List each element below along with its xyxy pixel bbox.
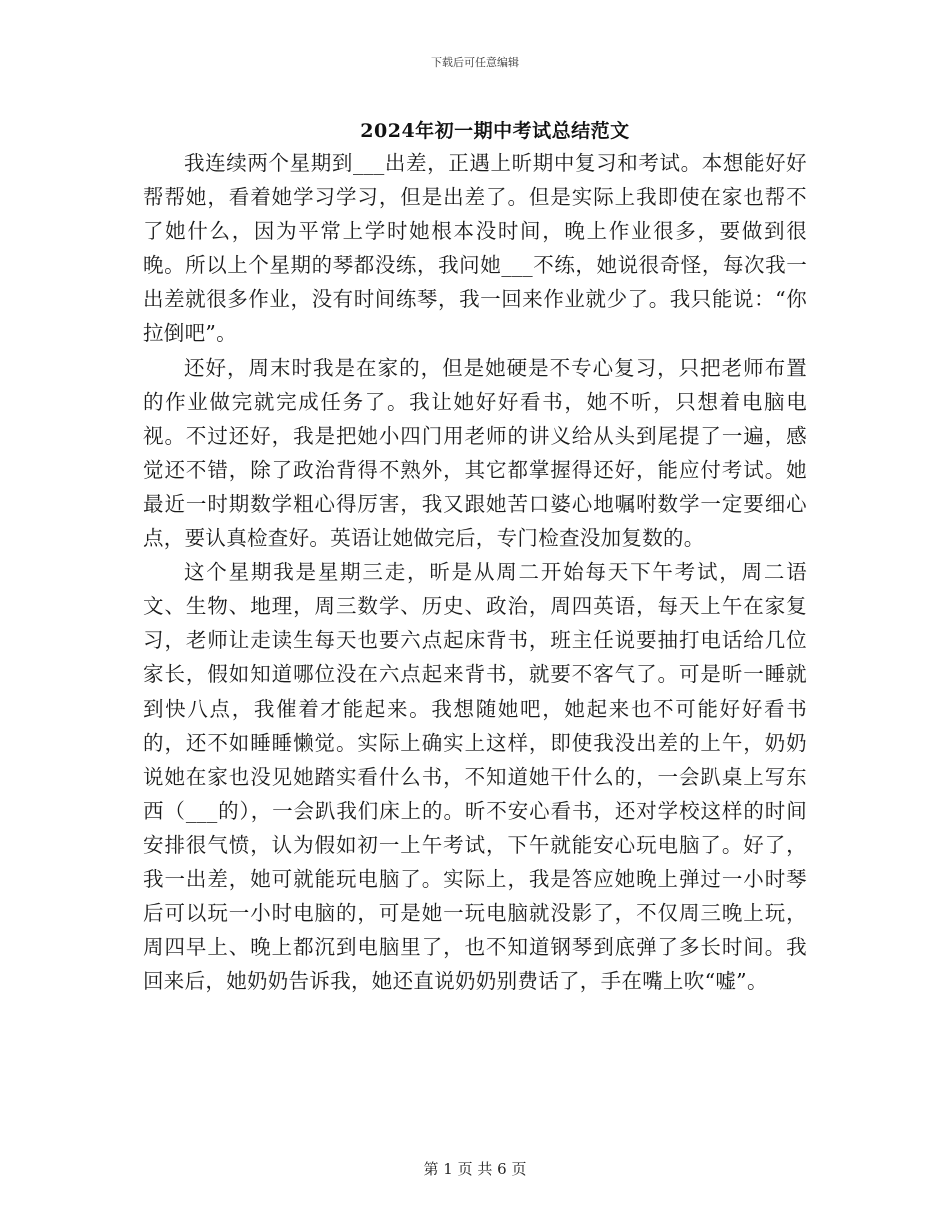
document-body — [143, 146, 807, 998]
document-title: 2024年初一期中考试总结范文 — [360, 120, 630, 142]
page-header-note: 下载后可任意编辑 — [431, 56, 519, 69]
paragraph-3: 这个星期我是星期三走，昕是从周二开始每天下午考试，周二语文、生物、地理，周三数学、历史、政治，周四英语，每天上午在家复习，老师让走读生每天也要六点起床背书，班主任说要抽打电话给几位家长，假如知道哪位没在六点起来背书，就要不客气了。可是昕一睡就到快八点，我催着才能起来。我想随她吧，她起来也不可能好好看书的，还不如睡睡懒觉。实际上确实上这样，即使我没出差的上午，奶奶说她在家也没见她踏实看什么书，不知道她干什么的，一会趴桌上写东西（___的），一会趴我们床上的。昕不安心看书，还对学校这样的时间安排很气愤，认为假如初一上午考试，下午就能安心玩电脑了。好了，我一出差，她可就能玩电脑了。实际上，我是答应她晚上弹过一小时琴后可以玩一小时电脑的，可是她一玩电脑就没影了，不仅周三晚上玩，周四早上、晚上都沉到电脑里了，也不知道钢琴到底弹了多长时间。我回来后，她奶奶告诉我，她还直说奶奶别费话了，手在嘴上吹“嘘”。 — [143, 560, 807, 994]
paragraph-2: 还好，周末时我是在家的，但是她硬是不专心复习，只把老师布置的作业做完就完成任务了。我让她好好看书，她不听，只想着电脑电视。不过还好，我是把她小四门用老师的讲义给从头到尾提了一遍，感觉还不错，除了政治背得不熟外，其它都掌握得还好，能应付考试。她最近一时期数学粗心得厉害，我又跟她苦口婆心地嘱咐数学一定要细心点，要认真检查好。英语让她做完后，专门检查没加复数的。 — [143, 355, 807, 551]
paragraph-1: 我连续两个星期到___出差，正遇上昕期中复习和考试。本想能好好帮帮她，看着她学习学习，但是出差了。但是实际上我即使在家也帮不了她什么，因为平常上学时她根本没时间，晚上作业很多，要做到很晚。所以上个星期的琴都没练，我问她___不练，她说很奇怪，每次我一出差就很多作业，没有时间练琴，我一回来作业就少了。我只能说：“你拉倒吧”。 — [143, 151, 807, 346]
page-number-footer: 第 1 页 共 6 页 — [423, 1160, 527, 1178]
